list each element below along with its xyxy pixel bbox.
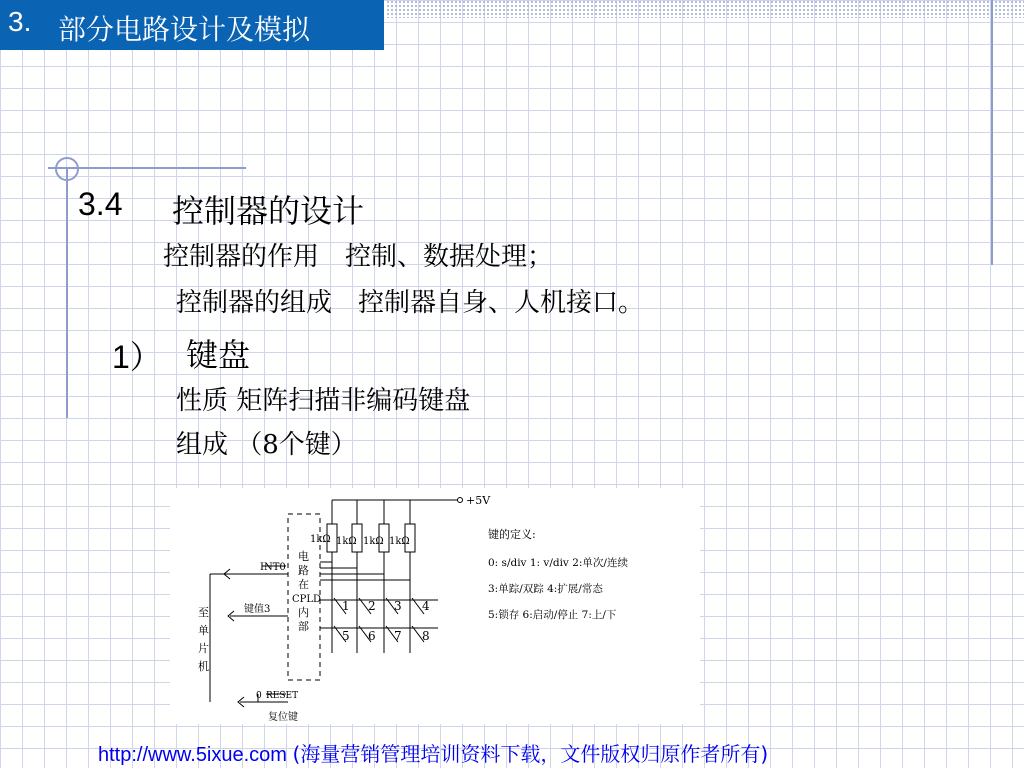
top-decorative-band bbox=[386, 0, 1024, 18]
int-signal-label: INT0 bbox=[260, 562, 286, 573]
footer-note: (海量营销管理培训资料下载，文件版权归原作者所有) bbox=[292, 742, 769, 766]
slide-title-box bbox=[0, 0, 384, 50]
chip-label-char: 在 bbox=[298, 578, 309, 591]
keyval-signal-label: 键值3 bbox=[244, 604, 271, 615]
resistor-label: 1kΩ bbox=[389, 536, 410, 547]
key-number: 4 bbox=[422, 599, 430, 613]
key-number: 2 bbox=[368, 599, 376, 613]
slide-title: 部分电路设计及模拟 bbox=[58, 13, 311, 46]
keyboard-parts-line: 组成 （8个键） bbox=[176, 430, 357, 460]
decorative-circle bbox=[55, 157, 79, 181]
chip-label-char: 内 bbox=[298, 606, 309, 619]
chip-label-char: 路 bbox=[298, 564, 309, 577]
legend-line: 5:锁存 6:启动/停止 7:上/下 bbox=[488, 609, 617, 621]
decorative-vertical-line-right bbox=[991, 0, 993, 265]
title-number: 3. bbox=[8, 6, 32, 37]
key-number: 1 bbox=[342, 599, 350, 613]
key-number: 6 bbox=[368, 629, 376, 643]
chip-label-char: 电 bbox=[298, 550, 309, 563]
key-number: 8 bbox=[422, 629, 430, 643]
resistor-label: 1kΩ bbox=[310, 534, 331, 545]
controller-composition-line: 控制器的组成 控制器自身、人机接口。 bbox=[176, 288, 645, 318]
footer bbox=[98, 738, 768, 767]
controller-role-line: 控制器的作用 控制、数据处理； bbox=[163, 242, 554, 272]
to-mcu-char: 机 bbox=[198, 660, 209, 673]
section-number: 3.4 bbox=[78, 186, 123, 222]
subsection-title: 键盘 bbox=[186, 336, 251, 374]
keyboard-circuit-diagram bbox=[170, 488, 700, 724]
legend-title: 键的定义: bbox=[488, 528, 536, 541]
reset-key-label: 复位键 bbox=[268, 712, 298, 723]
to-mcu-char: 单 bbox=[198, 624, 209, 637]
key-number: 5 bbox=[342, 629, 350, 643]
to-mcu-char: 片 bbox=[198, 642, 209, 655]
resistor-label: 1kΩ bbox=[363, 536, 384, 547]
section-title: 控制器的设计 bbox=[172, 192, 365, 230]
legend-line: 0: s/div 1: v/div 2:单次/连续 bbox=[488, 557, 628, 569]
resistor-label: 1kΩ bbox=[336, 536, 357, 547]
to-mcu-char: 至 bbox=[198, 606, 209, 619]
chip-label-char: CPLD bbox=[292, 594, 322, 605]
circuit-svg bbox=[170, 488, 700, 724]
reset-zero-label: 0 bbox=[256, 691, 262, 701]
decorative-vertical-line-left bbox=[66, 168, 68, 418]
key-number: 3 bbox=[394, 599, 402, 613]
chip-label-char: 部 bbox=[298, 620, 309, 633]
legend-line: 3:单踪/双踪 4:扩展/常态 bbox=[488, 583, 603, 595]
reset-signal-label: RESET bbox=[266, 691, 299, 701]
supply-label: +5V bbox=[466, 494, 491, 507]
subsection-number: 1） bbox=[112, 339, 162, 375]
footer-link[interactable]: http://www.5ixue.com bbox=[98, 744, 287, 766]
key-number: 7 bbox=[394, 629, 402, 643]
keyboard-nature-line: 性质 矩阵扫描非编码键盘 bbox=[176, 386, 471, 416]
